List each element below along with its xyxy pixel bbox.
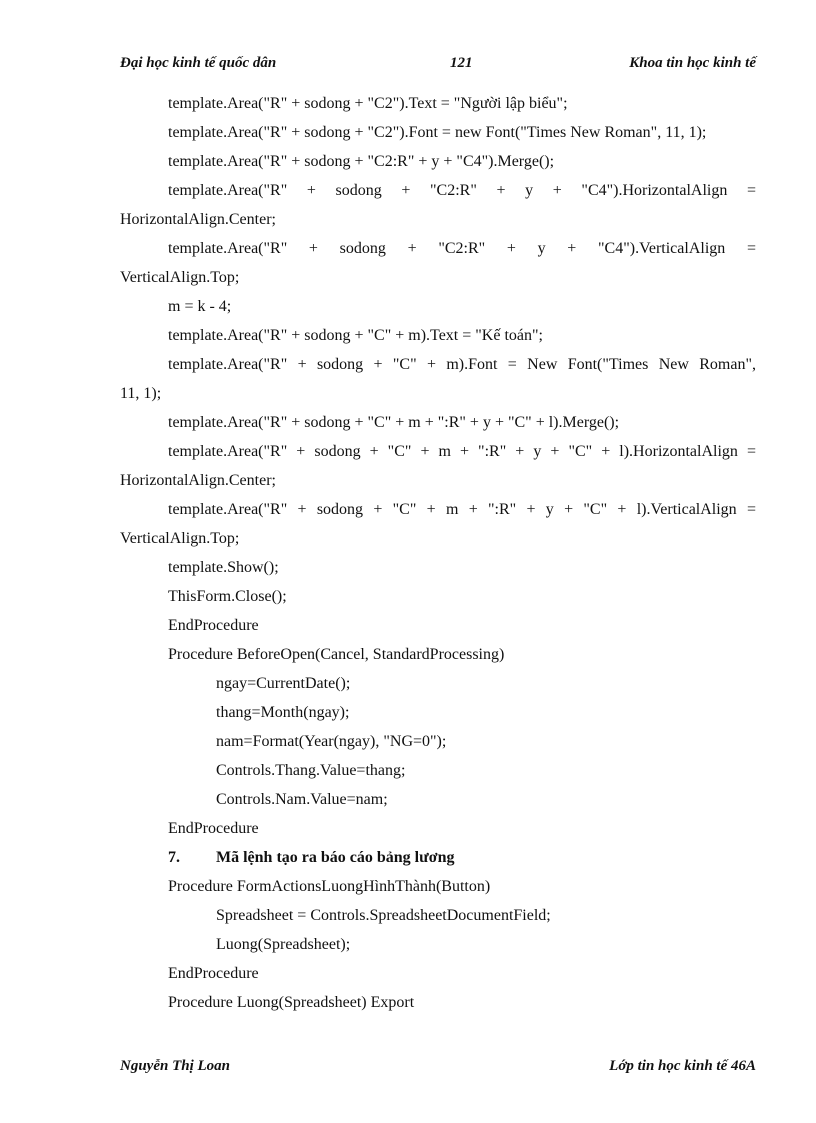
section-title: Mã lệnh tạo ra báo cáo bảng lương: [216, 849, 455, 866]
code-line: ngay=CurrentDate();: [216, 675, 351, 692]
page-footer: [120, 1058, 756, 1078]
section-number: 7.: [168, 849, 180, 866]
code-line: thang=Month(ngay);: [216, 704, 350, 721]
code-listing: [120, 89, 756, 1017]
code-line: Procedure Luong(Spreadsheet) Export: [168, 994, 415, 1011]
code-line: Controls.Nam.Value=nam;: [216, 791, 388, 808]
footer-author: Nguyễn Thị Loan: [120, 1058, 231, 1074]
code-line: HorizontalAlign.Center;: [120, 472, 276, 489]
code-line: template.Area("R" + sodong + "C2:R" + y + "C4").HorizontalAlign =: [168, 182, 756, 199]
code-line: HorizontalAlign.Center;: [120, 211, 276, 228]
code-line: EndProcedure: [168, 617, 259, 634]
code-line: template.Area("R" + sodong + "C" + m + ":R" + y + "C" + l).Merge();: [168, 414, 620, 431]
code-line: Procedure FormActionsLuongHìnhThành(Button): [168, 878, 491, 895]
code-line: template.Area("R" + sodong + "C2").Font = new Font("Times New Roman", 11, 1);: [168, 124, 707, 141]
code-line: template.Area("R" + sodong + "C2").Text = "Người lập biểu";: [168, 95, 568, 112]
code-line: EndProcedure: [168, 965, 259, 982]
section-heading: [120, 843, 756, 872]
code-line: template.Area("R" + sodong + "C2:R" + y + "C4").VerticalAlign =: [168, 240, 756, 257]
code-line: template.Area("R" + sodong + "C" + m + ":R" + y + "C" + l).VerticalAlign =: [168, 501, 756, 518]
code-line: Spreadsheet = Controls.SpreadsheetDocumentField;: [216, 907, 551, 924]
code-line: template.Show();: [168, 559, 279, 576]
code-line: VerticalAlign.Top;: [120, 269, 240, 286]
footer-class: Lớp tin học kinh tế 46A: [609, 1058, 756, 1074]
code-line: EndProcedure: [168, 820, 259, 837]
code-line: 11, 1);: [120, 385, 162, 402]
code-line: nam=Format(Year(ngay), "NG=0");: [216, 733, 447, 750]
code-line: template.Area("R" + sodong + "C" + m).Text = "Kế toán";: [168, 327, 543, 344]
code-line: ThisForm.Close();: [168, 588, 287, 605]
header-university: Đại học kinh tế quốc dân: [120, 55, 277, 71]
page-number: 121: [450, 55, 473, 71]
code-line: Luong(Spreadsheet);: [216, 936, 351, 953]
page-header: [120, 55, 756, 75]
code-line: VerticalAlign.Top;: [120, 530, 240, 547]
code-line: template.Area("R" + sodong + "C" + m).Font = New Font("Times New Roman",: [168, 356, 756, 373]
code-line: Controls.Thang.Value=thang;: [216, 762, 406, 779]
header-faculty: Khoa tin học kinh tế: [629, 55, 756, 71]
code-line: Procedure BeforeOpen(Cancel, StandardProcessing): [168, 646, 505, 663]
code-line: template.Area("R" + sodong + "C" + m + ":R" + y + "C" + l).HorizontalAlign =: [168, 443, 756, 460]
code-line: template.Area("R" + sodong + "C2:R" + y + "C4").Merge();: [168, 153, 555, 170]
code-line: m = k - 4;: [168, 298, 232, 315]
